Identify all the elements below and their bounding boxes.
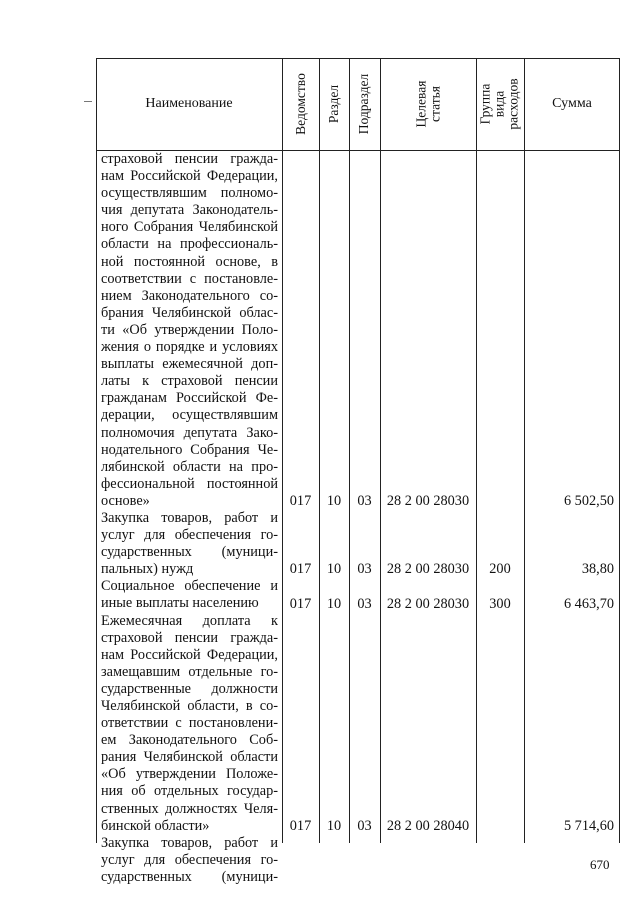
name-line: сударственные должности xyxy=(101,680,278,697)
name-line: пальных) нужд xyxy=(101,561,194,578)
razdel-cell: 10 xyxy=(326,595,342,612)
name-line: страховой пенсии гражда- xyxy=(101,629,278,646)
summa-cell: 6 502,50 xyxy=(563,493,614,509)
name-line: жения о порядке и условиях xyxy=(101,339,278,356)
name-line: выплаты ежемесячной доп- xyxy=(101,356,278,373)
name-line: Закупка товаров, работ и xyxy=(101,509,278,526)
name-line: ственных должностях Челя- xyxy=(101,800,278,817)
header-razdel: Раздел xyxy=(326,84,341,124)
name-line: Челябинской области, в со- xyxy=(101,698,278,714)
name-line: нам Российской Федерации, xyxy=(101,646,278,663)
podrazdel-cell: 03 xyxy=(357,561,372,578)
tselevaya-statya-cell: 28 2 00 28030 xyxy=(386,493,470,509)
header-name: Наименование xyxy=(145,96,233,111)
summa-cell: 38,80 xyxy=(581,561,614,578)
tselevaya-statya-cell: 28 2 00 28040 xyxy=(386,817,470,834)
name-line: Ежемесячная доплата к xyxy=(101,612,278,629)
name-line: «Об утверждении Положе- xyxy=(101,766,278,783)
name-line: замещавшим отдельные го- xyxy=(101,663,278,680)
name-line: Социальное обеспечение и xyxy=(101,578,278,595)
summa-cell: 6 463,70 xyxy=(563,595,614,612)
tselevaya-statya-cell: 28 2 00 28030 xyxy=(386,595,470,612)
summa-cell: 5 714,60 xyxy=(563,817,614,834)
podrazdel-cell: 03 xyxy=(357,493,372,509)
name-line: осуществлявшим полномо- xyxy=(101,185,278,202)
header-vedomstvo: Ведомство xyxy=(292,73,308,135)
name-line: основе» xyxy=(101,492,150,509)
col-rule xyxy=(282,58,283,843)
col-rule xyxy=(349,58,350,843)
name-line: соответствии с постановле- xyxy=(101,270,278,287)
name-line: полномочия депутата Зако- xyxy=(101,424,278,441)
name-line: области на профессиональ- xyxy=(101,236,278,253)
name-line: сударственных (муници- xyxy=(101,544,278,561)
name-line: услуг для обеспечения го- xyxy=(101,527,278,544)
vedomstvo-cell: 017 xyxy=(289,561,312,578)
podrazdel-cell: 03 xyxy=(357,595,372,612)
name-line: Закупка товаров, работ и xyxy=(101,834,278,851)
name-line: страховой пенсии гражда- xyxy=(101,151,278,167)
margin-tick xyxy=(84,101,92,102)
name-column-text xyxy=(101,151,278,886)
name-line: брания Челябинской облас- xyxy=(101,304,278,321)
name-line: чия депутата Законодатель- xyxy=(101,202,278,219)
razdel-cell: 10 xyxy=(326,817,342,834)
vedomstvo-cell: 017 xyxy=(289,817,312,834)
name-line: нием Законодательного со- xyxy=(101,287,278,304)
name-line: сударственных (муници- xyxy=(101,868,278,885)
col-rule xyxy=(524,58,525,843)
header-tselevaya-statya: Целевая статья xyxy=(413,80,442,128)
col-rule xyxy=(619,58,620,843)
name-line: ния об отдельных государ- xyxy=(101,783,278,800)
header-summa: Сумма xyxy=(552,96,592,111)
name-line: бинской области» xyxy=(101,817,210,834)
gruppa-cell: 200 xyxy=(489,561,511,578)
podrazdel-cell: 03 xyxy=(357,817,372,834)
col-rule xyxy=(96,58,97,843)
header-gruppa-vida-raskhodov: Группа вида расходов xyxy=(478,78,521,130)
name-line: фессиональной постоянной xyxy=(101,475,278,492)
name-line: гражданам Российской Фе- xyxy=(101,390,278,407)
page-number: 670 xyxy=(590,857,610,872)
gruppa-cell: 300 xyxy=(489,595,511,612)
name-line: ного Собрания Челябинской xyxy=(101,219,278,236)
col-rule xyxy=(319,58,320,843)
name-line: лябинской области на про- xyxy=(101,458,278,475)
razdel-cell: 10 xyxy=(326,493,342,509)
name-line: иные выплаты населению xyxy=(101,595,259,612)
name-line: латы к страховой пенсии xyxy=(101,373,278,390)
col-rule xyxy=(476,58,477,843)
vedomstvo-cell: 017 xyxy=(289,595,312,612)
name-line: нодательного Собрания Че- xyxy=(101,441,278,458)
name-line: рания Челябинской области xyxy=(101,749,278,766)
header-podrazdel: Подраздел xyxy=(356,73,372,135)
name-line: дерации, осуществлявшим xyxy=(101,407,278,424)
vedomstvo-cell: 017 xyxy=(289,493,312,509)
name-line: услуг для обеспечения го- xyxy=(101,851,278,868)
name-line: ной постоянной основе, в xyxy=(101,253,278,270)
razdel-cell: 10 xyxy=(326,561,342,578)
name-line: ем Законодательного Соб- xyxy=(101,732,278,749)
tselevaya-statya-cell: 28 2 00 28030 xyxy=(386,561,470,578)
col-rule xyxy=(380,58,381,843)
name-line: нам Российской Федерации, xyxy=(101,168,278,185)
name-line: ти «Об утверждении Поло- xyxy=(101,321,278,338)
name-line: ответствии с постановлени- xyxy=(101,715,278,732)
